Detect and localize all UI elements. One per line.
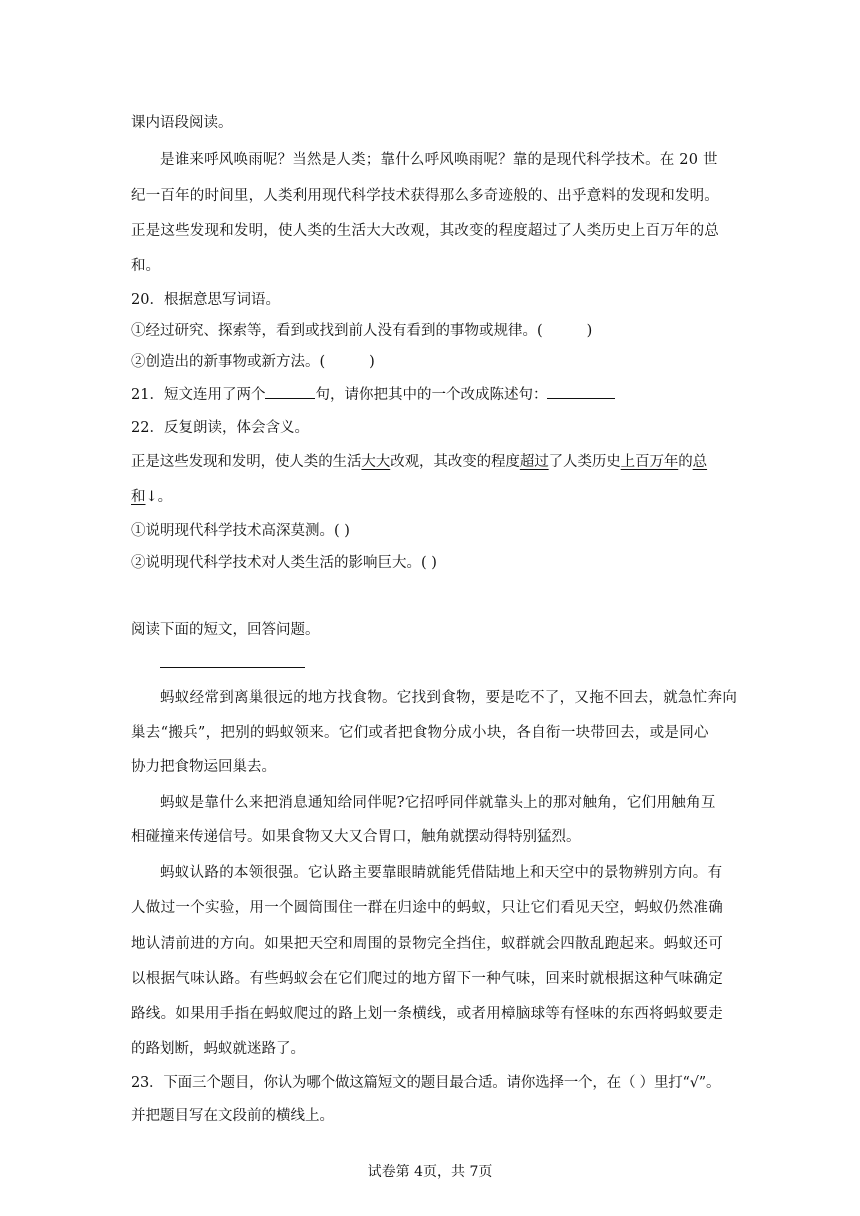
question-22-option-2: ②说明现代科学技术对人类生活的影响巨大。( ) (131, 555, 437, 571)
passage-line: 蚂蚁经常到离巢很远的地方找食物。它找到食物，要是吃不了，又拖不回去，就急忙奔向 (160, 690, 738, 706)
question-22-stem: 22．反复朗读，体会含义。 (131, 420, 309, 436)
answer-blank[interactable] (547, 384, 615, 399)
passage-line: 协力把食物运回巢去。 (131, 759, 276, 775)
question-22-sentence: 正是这些发现和发明，使人类的生活大大改观，其改变的程度超过了人类历史上百万年的总 (131, 454, 708, 470)
passage-line: 和。 (131, 258, 160, 274)
passage-line: 路线。如果用手指在蚂蚁爬过的路上划一条横线，或者用樟脑球等有怪味的东西将蚂蚁要走 (131, 1006, 723, 1022)
passage-line: 人做过一个实验，用一个圆筒围住一群在归途中的蚂蚁，只让它们看见天空，蚂蚁仍然准确 (131, 900, 723, 916)
passage-line: 蚂蚁认路的本领很强。它认路主要靠眼睛就能凭借陆地上和天空中的景物辨别方向。有 (160, 865, 723, 881)
question-23-line: 23．下面三个题目，你认为哪个做这篇短文的题目最合适。请你选择一个，在（ ）里打“√”。 (131, 1075, 721, 1091)
section-heading: 阅读下面的短文，回答问题。 (131, 622, 320, 638)
question-20-item-2: ②创造出的新事物或新方法。( ) (131, 354, 375, 370)
passage-line: 的路划断，蚂蚁就迷路了。 (131, 1041, 305, 1057)
passage-line: 地认清前进的方向。如果把天空和周围的景物完全挡住，蚁群就会四散乱跑起来。蚂蚁还可 (131, 936, 723, 952)
passage-line: 正是这些发现和发明，使人类的生活大大改观，其改变的程度超过了人类历史上百万年的总 (131, 223, 719, 239)
passage-line: 巢去“搬兵”，把别的蚂蚁领来。它们或者把食物分成小块，各自衔一块带回去，或是同心 (131, 725, 709, 741)
passage-line: 纪一百年的时间里，人类利用现代科学技术获得那么多奇迹般的、出乎意料的发现和发明。 (131, 188, 719, 204)
question-21: 21．短文连用了两个 句，请你把其中的一个改成陈述句： (131, 383, 615, 404)
passage-line: 蚂蚁是靠什么来把消息通知给同伴呢?它招呼同伴就靠头上的那对触角，它们用触角互 (160, 795, 716, 811)
passage-line: 相碰撞来传递信号。如果食物又大又合胃口，触角就摆动得特别猛烈。 (131, 829, 581, 845)
question-22-sentence-end: 和↓。 (131, 489, 173, 505)
question-20-item-1: ①经过研究、探索等，看到或找到前人没有看到的事物或规律。( ) (131, 323, 593, 339)
question-20-stem: 20．根据意思写词语。 (131, 292, 280, 308)
question-22-option-1: ①说明现代科学技术高深莫测。( ) (131, 523, 350, 539)
question-23-line: 并把题目写在文段前的横线上。 (131, 1108, 334, 1124)
title-blank-line[interactable] (160, 667, 305, 668)
section-heading: 课内语段阅读。 (131, 115, 233, 131)
passage-line: 以根据气味认路。有些蚂蚁会在它们爬过的地方留下一种气味，回来时就根据这种气味确定 (131, 971, 723, 987)
passage-line: 是谁来呼风唤雨呢？当然是人类；靠什么呼风唤雨呢？靠的是现代科学技术。在 20 世 (160, 152, 718, 168)
answer-blank[interactable] (265, 384, 315, 399)
page-footer: 试卷第 4页，共 7页 (367, 1164, 493, 1180)
